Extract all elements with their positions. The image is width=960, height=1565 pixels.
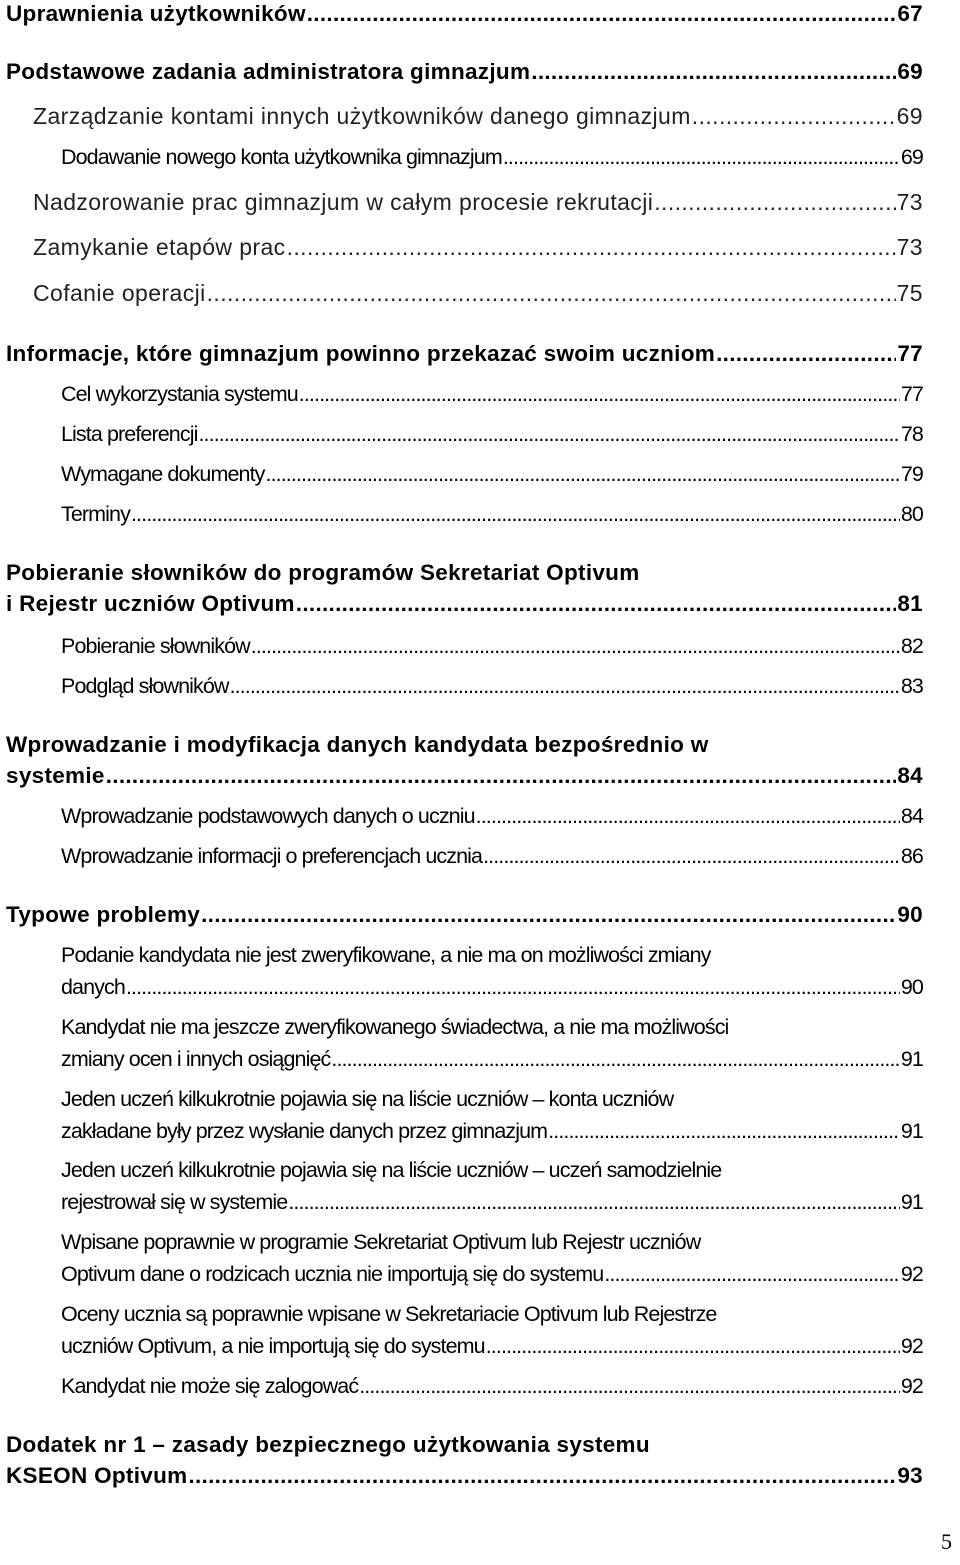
toc-entry[interactable]: [6, 0, 923, 29]
dot-leader: [287, 232, 896, 263]
toc-entry-title: Terminy: [61, 502, 130, 526]
dot-leader: [604, 1258, 900, 1290]
toc-entry-title: Cel wykorzystania systemu: [61, 382, 298, 406]
toc-entry-page: 73: [896, 234, 923, 260]
toc-entry-title-line1: Dodatek nr 1 – zasady bezpiecznego użytkowania systemu: [6, 1432, 650, 1457]
toc-entry[interactable]: [6, 56, 923, 87]
toc-entry-page: 93: [897, 1463, 923, 1488]
toc-entry[interactable]: [33, 278, 923, 309]
dot-leader: [201, 899, 896, 930]
toc-entry-title-line1: Wprowadzanie i modyfikacja danych kandydata bezpośrednio w: [6, 732, 709, 757]
toc-entry-title: Wprowadzanie informacji o preferencjach ucznia: [61, 844, 483, 868]
toc-entry-title-line2: KSEON Optivum: [6, 1463, 188, 1488]
toc-entry-title: Dodawanie nowego konta użytkownika gimnazjum: [61, 145, 502, 169]
toc-entry-title-line2: uczniów Optivum, a nie importują się do systemu: [61, 1334, 485, 1358]
toc-entry[interactable]: [61, 418, 923, 450]
toc-entry-title: Uprawnienia użytkowników: [6, 1, 306, 26]
dot-leader: [266, 458, 900, 490]
dot-leader: [692, 101, 896, 132]
toc-entry-title: Podgląd słowników: [61, 674, 229, 698]
toc-entry-page: 86: [900, 844, 923, 868]
toc-entry[interactable]: [61, 840, 923, 872]
toc-entry-title: Nadzorowanie prac gimnazjum w całym procesie rekrutacji: [33, 189, 654, 215]
page-number: 5: [941, 1529, 952, 1554]
toc-entry[interactable]: [61, 939, 923, 1003]
toc-entry-title: Podstawowe zadania administratora gimnazjum: [6, 59, 531, 84]
dot-leader: [126, 971, 900, 1003]
toc-entry-page: 92: [900, 1262, 923, 1286]
dot-leader: [188, 1460, 896, 1491]
toc-entry-title: Kandydat nie może się zalogować: [61, 1374, 359, 1398]
dot-leader: [106, 760, 897, 791]
toc-entry-page: 91: [900, 1047, 923, 1071]
toc-entry-title-line2: rejestrował się w systemie: [61, 1190, 288, 1214]
toc-entry[interactable]: [33, 187, 923, 218]
toc-entry[interactable]: [33, 232, 923, 263]
dot-leader: [307, 0, 897, 29]
toc-entry[interactable]: [6, 899, 923, 930]
toc-entry[interactable]: [33, 101, 923, 132]
toc-entry-title: Cofanie operacji: [33, 280, 206, 306]
toc-entry-title-line1: Pobieranie słowników do programów Sekretariat Optivum: [6, 560, 640, 585]
toc-entry-page: 91: [900, 1119, 923, 1143]
dot-leader: [483, 840, 900, 872]
toc-entry-page: 73: [896, 189, 923, 215]
toc-entry-page: 79: [900, 462, 923, 486]
toc-entry-page: 92: [900, 1334, 923, 1358]
toc-entry-title-line1: Kandydat nie ma jeszcze zweryfikowanego świadectwa, a nie ma możliwości: [61, 1015, 729, 1039]
dot-leader: [198, 418, 899, 450]
dot-leader: [716, 338, 896, 369]
toc-entry-page: 84: [897, 763, 923, 788]
toc-entry-page: 78: [900, 422, 923, 446]
toc-entry[interactable]: [61, 670, 923, 702]
toc-entry-title-line1: Wpisane poprawnie w programie Sekretariat Optivum lub Rejestr uczniów: [61, 1230, 701, 1254]
toc-entry-page: 69: [897, 59, 923, 84]
toc-entry[interactable]: [61, 1083, 923, 1147]
toc-entry-page: 69: [900, 145, 923, 169]
toc-entry-page: 90: [900, 975, 923, 999]
toc-entry[interactable]: [6, 1429, 923, 1491]
toc-entry-page: 80: [900, 502, 923, 526]
dot-leader: [531, 56, 896, 87]
toc-entry-page: 90: [897, 902, 923, 927]
toc-entry-title: Lista preferencji: [61, 422, 198, 446]
dot-leader: [299, 378, 900, 410]
toc-entry-page: 84: [900, 804, 923, 828]
toc-entry[interactable]: [61, 1154, 923, 1218]
toc-entry-title: Pobieranie słowników: [61, 634, 250, 658]
toc-entry[interactable]: [61, 1011, 923, 1075]
toc-entry-title: Wprowadzanie podstawowych danych o uczniu: [61, 804, 475, 828]
toc-entry[interactable]: [6, 729, 923, 791]
dot-leader: [296, 588, 897, 619]
toc-entry[interactable]: [61, 498, 923, 530]
dot-leader: [131, 498, 900, 530]
toc-entry-title: Informacje, które gimnazjum powinno przekazać swoim uczniom: [6, 341, 716, 366]
dot-leader: [503, 141, 900, 173]
dot-leader: [476, 800, 900, 832]
toc-entry-title-line2: danych: [61, 975, 125, 999]
dot-leader: [359, 1370, 900, 1402]
toc-entry-title-line2: zakładane były przez wysłanie danych przez gimnazjum: [61, 1119, 548, 1143]
toc-entry-title: Typowe problemy: [6, 902, 201, 927]
dot-leader: [654, 187, 895, 218]
toc-entry[interactable]: [61, 800, 923, 832]
toc-entry-title-line1: Jeden uczeń kilkukrotnie pojawia się na liście uczniów – konta uczniów: [61, 1087, 674, 1111]
toc-entry-page: 67: [897, 1, 923, 26]
toc-entry-page: 91: [900, 1190, 923, 1214]
toc-entry-page: 92: [900, 1374, 923, 1398]
dot-leader: [548, 1115, 900, 1147]
toc-entry[interactable]: [61, 1370, 923, 1402]
toc-entry-title-line1: Oceny ucznia są poprawnie wpisane w Sekretariacie Optivum lub Rejestrze: [61, 1302, 717, 1326]
toc-entry[interactable]: [61, 1226, 923, 1290]
toc-entry[interactable]: [61, 378, 923, 410]
toc-entry[interactable]: [61, 141, 923, 173]
toc-entry[interactable]: [61, 630, 923, 662]
toc-entry-page: 75: [896, 280, 923, 306]
toc-entry-page: 77: [897, 341, 923, 366]
toc-entry-title: Zarządzanie kontami innych użytkowników danego gimnazjum: [33, 103, 691, 129]
dot-leader: [486, 1330, 900, 1362]
toc-entry-title: Wymagane dokumenty: [61, 462, 265, 486]
toc-entry-page: 83: [900, 674, 923, 698]
dot-leader: [331, 1043, 899, 1075]
toc-entry-page: 81: [897, 591, 923, 616]
dot-leader: [207, 278, 896, 309]
toc-entry-page: 82: [900, 634, 923, 658]
toc-entry-page: 69: [896, 103, 923, 129]
toc-entry[interactable]: [61, 458, 923, 490]
dot-leader: [288, 1186, 900, 1218]
toc-entry-title-line1: Jeden uczeń kilkukrotnie pojawia się na liście uczniów – uczeń samodzielnie: [61, 1158, 722, 1182]
toc-entry-title-line2: i Rejestr uczniów Optivum: [6, 591, 295, 616]
dot-leader: [251, 630, 900, 662]
toc-entry-title-line1: Podanie kandydata nie jest zweryfikowane, a nie ma on możliwości zmiany: [61, 943, 711, 967]
toc-entry-title-line2: systemie: [6, 763, 105, 788]
toc-entry[interactable]: [6, 557, 923, 619]
toc-entry-title-line2: Optivum dane o rodzicach ucznia nie importują się do systemu: [61, 1262, 604, 1286]
toc-entry-page: 77: [900, 382, 923, 406]
dot-leader: [230, 670, 900, 702]
toc-entry[interactable]: [6, 338, 923, 369]
toc-entry-title-line2: zmiany ocen i innych osiągnięć: [61, 1047, 331, 1071]
toc-entry-title: Zamykanie etapów prac: [33, 234, 286, 260]
toc-entry[interactable]: [61, 1298, 923, 1362]
